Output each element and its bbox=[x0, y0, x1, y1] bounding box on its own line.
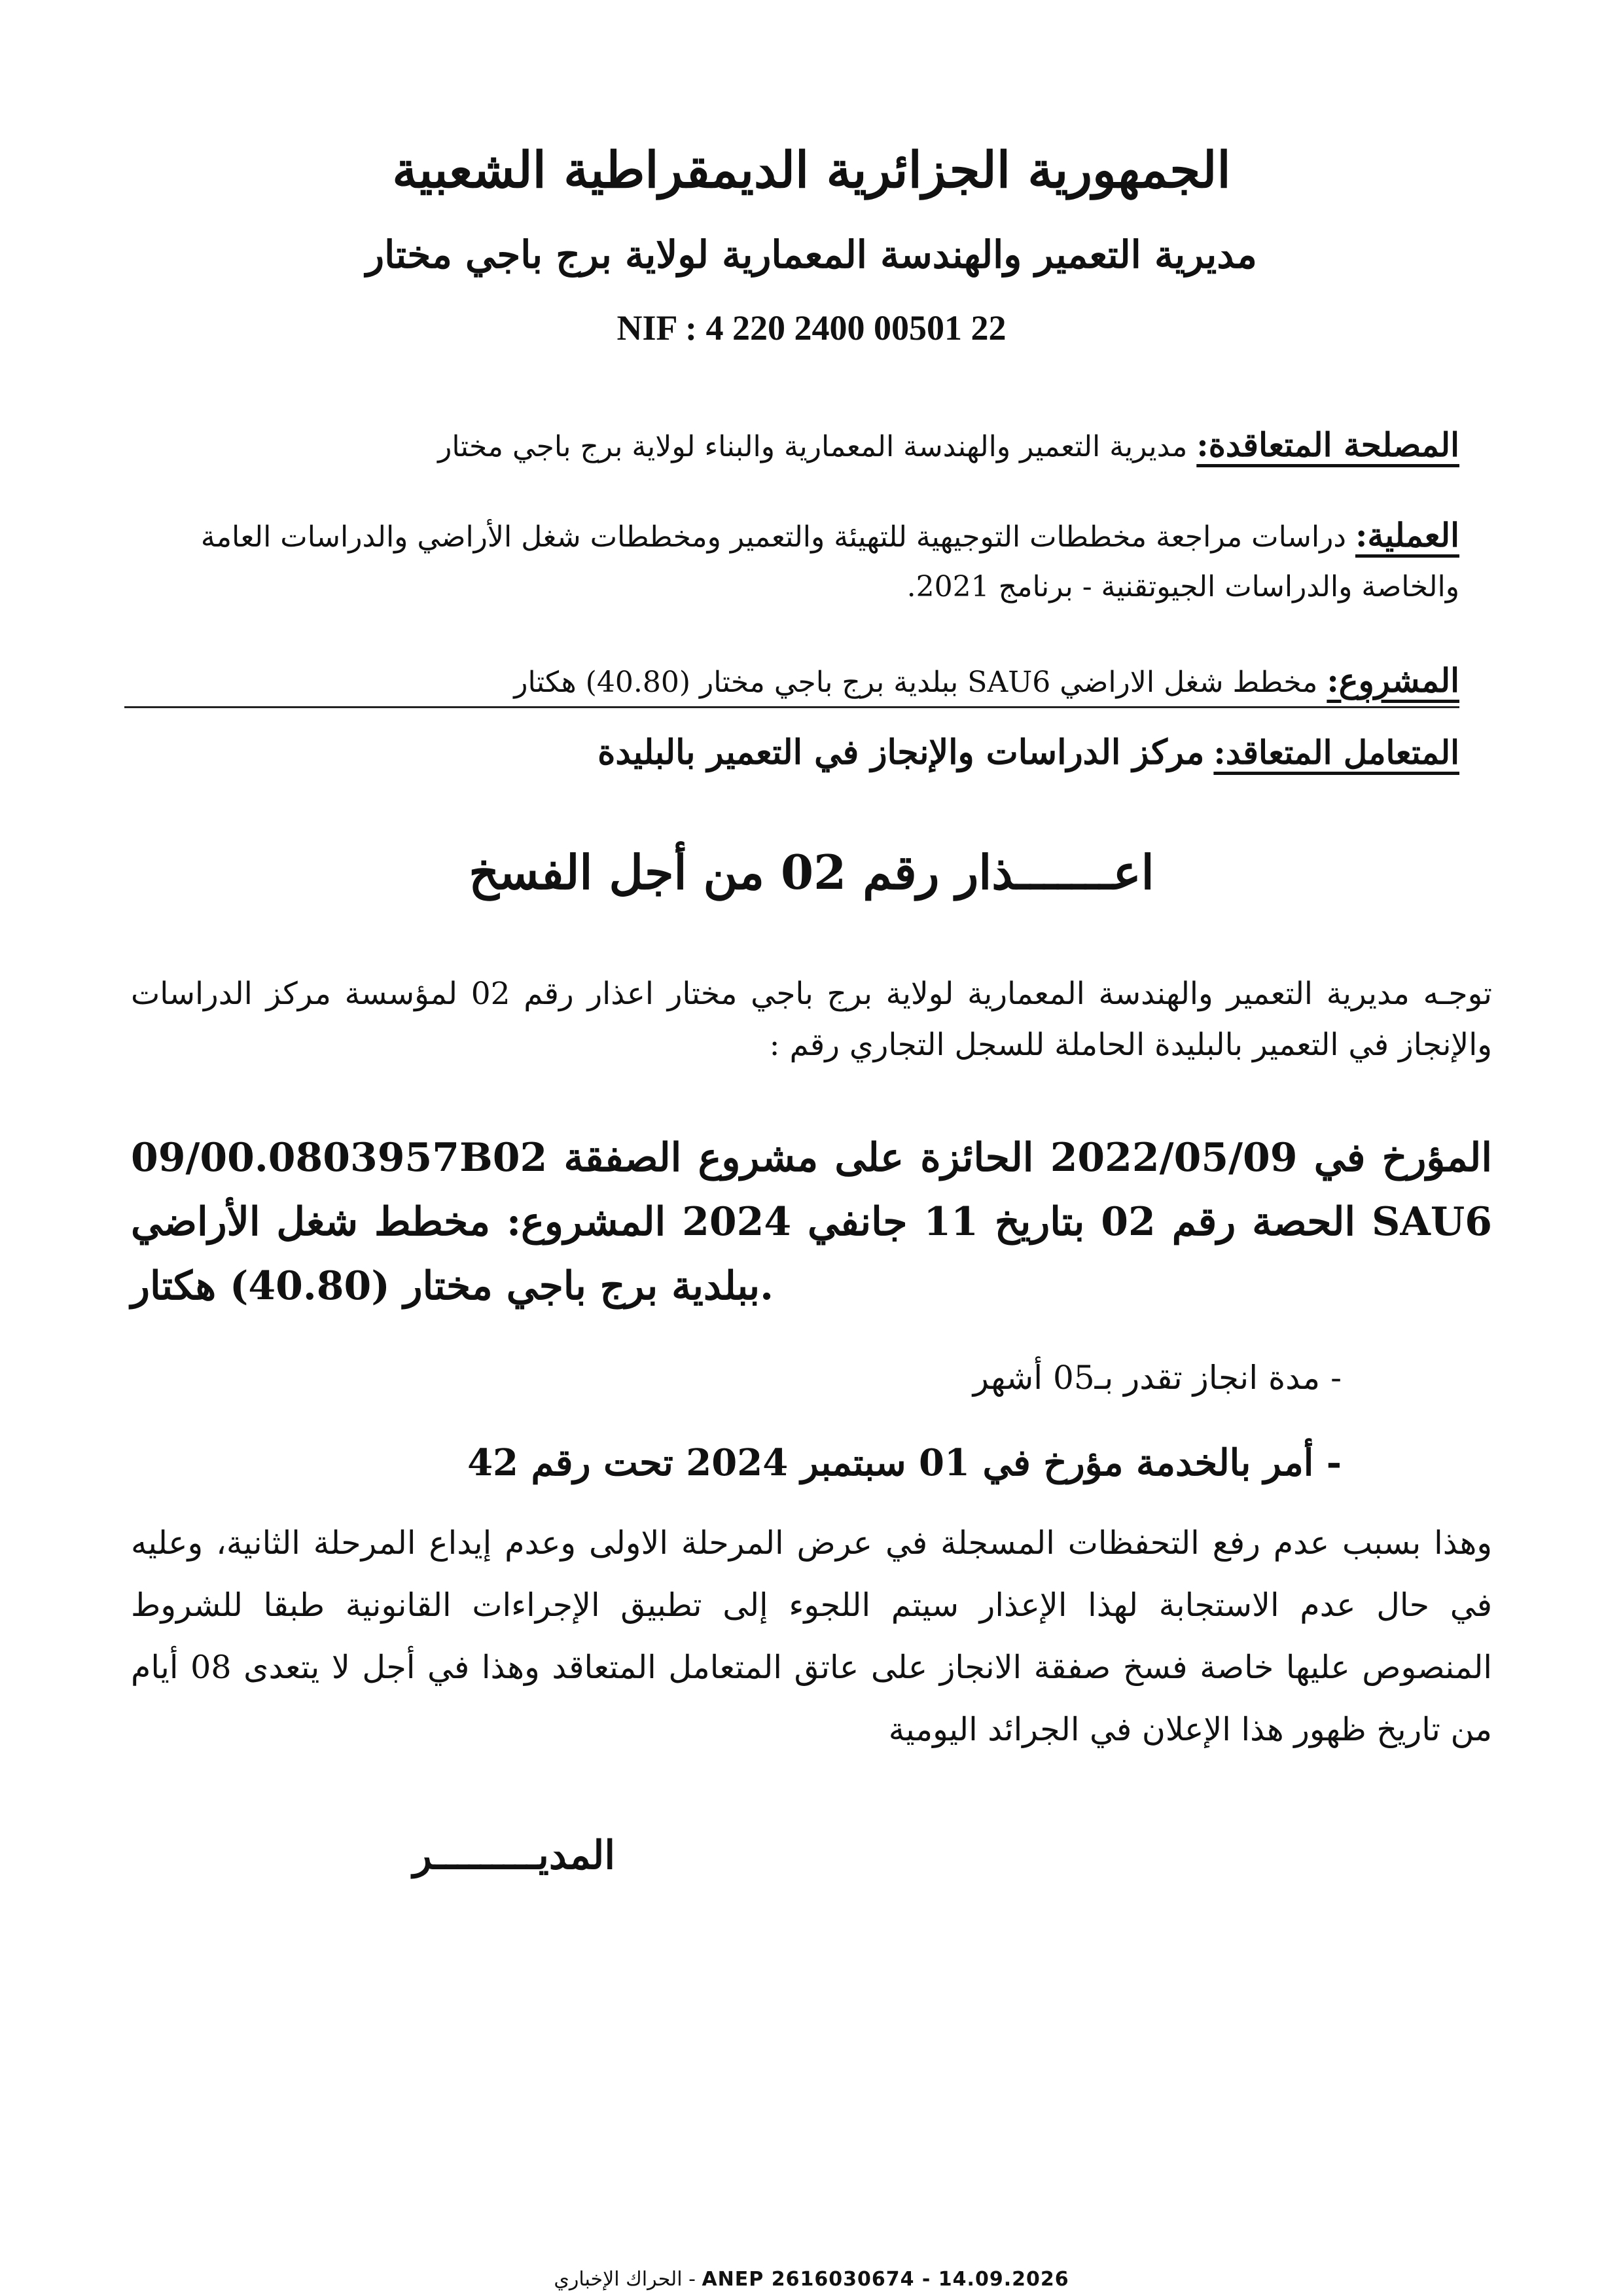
contractor-label: المتعامل المتعاقد: bbox=[1213, 733, 1459, 772]
directorate-heading: مديرية التعمير والهندسة المعمارية لولاية برج باجي مختار bbox=[366, 232, 1257, 277]
operation-value: دراسات مراجعة مخططات التوجيهية للتهيئة والتعمير ومخططات شغل الأراضي والدراسات العامة والخاصة والدراسات الجيوتقنية - برنامج 2021. bbox=[200, 520, 1459, 603]
republic-heading: الجمهورية الجزائرية الديمقراطية الشعبية bbox=[392, 141, 1231, 199]
nif-number: NIF : 4 220 2400 00501 22 bbox=[616, 308, 1007, 348]
contracting-service-label: المصلحة المتعاقدة: bbox=[1196, 425, 1459, 464]
operation-line bbox=[124, 511, 1459, 612]
contracting-service-line bbox=[124, 425, 1459, 467]
notice-title: اعـــــــذار رقم 02 من أجل الفسخ bbox=[469, 844, 1154, 900]
contracting-service-value: مديرية التعمير والهندسة المعمارية والبناء لولاية برج باجي مختار bbox=[438, 430, 1188, 463]
operation-label: العملية: bbox=[1355, 516, 1459, 554]
footer-anep-reference: ANEP 2616030674 - 14.09.2026 bbox=[702, 2268, 1069, 2291]
body-paragraph-1: توجـه مديرية التعمير والهندسة المعمارية لولاية برج باجي مختار اعذار رقم 02 لمؤسسة مركز الدراسات والإنجاز في التعمير بالبليدة الحاملة للسجل التجاري رقم : bbox=[131, 976, 1492, 1063]
contractor-value: مركز الدراسات والإنجاز في التعمير بالبليدة bbox=[597, 732, 1205, 772]
contractor-line bbox=[124, 733, 1459, 774]
footer-reference: الحراك الإخباري - ANEP 2616030674 - 14.09.2026 bbox=[554, 2268, 1069, 2291]
project-line bbox=[124, 661, 1459, 708]
footer-publisher: الحراك الإخباري bbox=[554, 2268, 683, 2291]
bullet-service-order: - أمر بالخدمة مؤرخ في 01 سبتمبر 2024 تحت رقم 42 bbox=[467, 1441, 1342, 1484]
body-paragraph-3: وهذا بسبب عدم رفع التحفظات المسجلة في عرض المرحلة الاولى وعدم إيداع المرحلة الثانية، وعليه في حال عدم الاستجابة لهذا الإعذار سيتم اللجوء إلى تطبيق الإجراءات القانونية طبقا للشروط المنصوص عليها خاصة فسخ صفقة الانجاز على عاتق المتعامل المتعاقد وهذا في أجل لا يتعدى 08 أيام من تاريخ ظهور هذا الإعلان في الجرائد اليومية bbox=[131, 1524, 1492, 1748]
project-label: المشروع: bbox=[1327, 661, 1459, 700]
bullet-duration: - مدة انجاز تقدر بـ05 أشهر bbox=[972, 1359, 1342, 1397]
director-signature: المديـــــــــر bbox=[412, 1833, 615, 1878]
project-value: مخطط شغل الاراضي SAU6 ببلدية برج باجي مختار (40.80) هكتار bbox=[514, 666, 1318, 699]
body-paragraph-2: 09/00.0803957B02 المؤرخ في 2022/05/09 الحائزة على مشروع الصفقة الحصة رقم 02 بتاريخ 11 جانفي 2024 المشروع: مخطط شغل الأراضي SAU6 ببلدية برج باجي مختار (40.80) هكتار. bbox=[131, 1135, 1492, 1309]
